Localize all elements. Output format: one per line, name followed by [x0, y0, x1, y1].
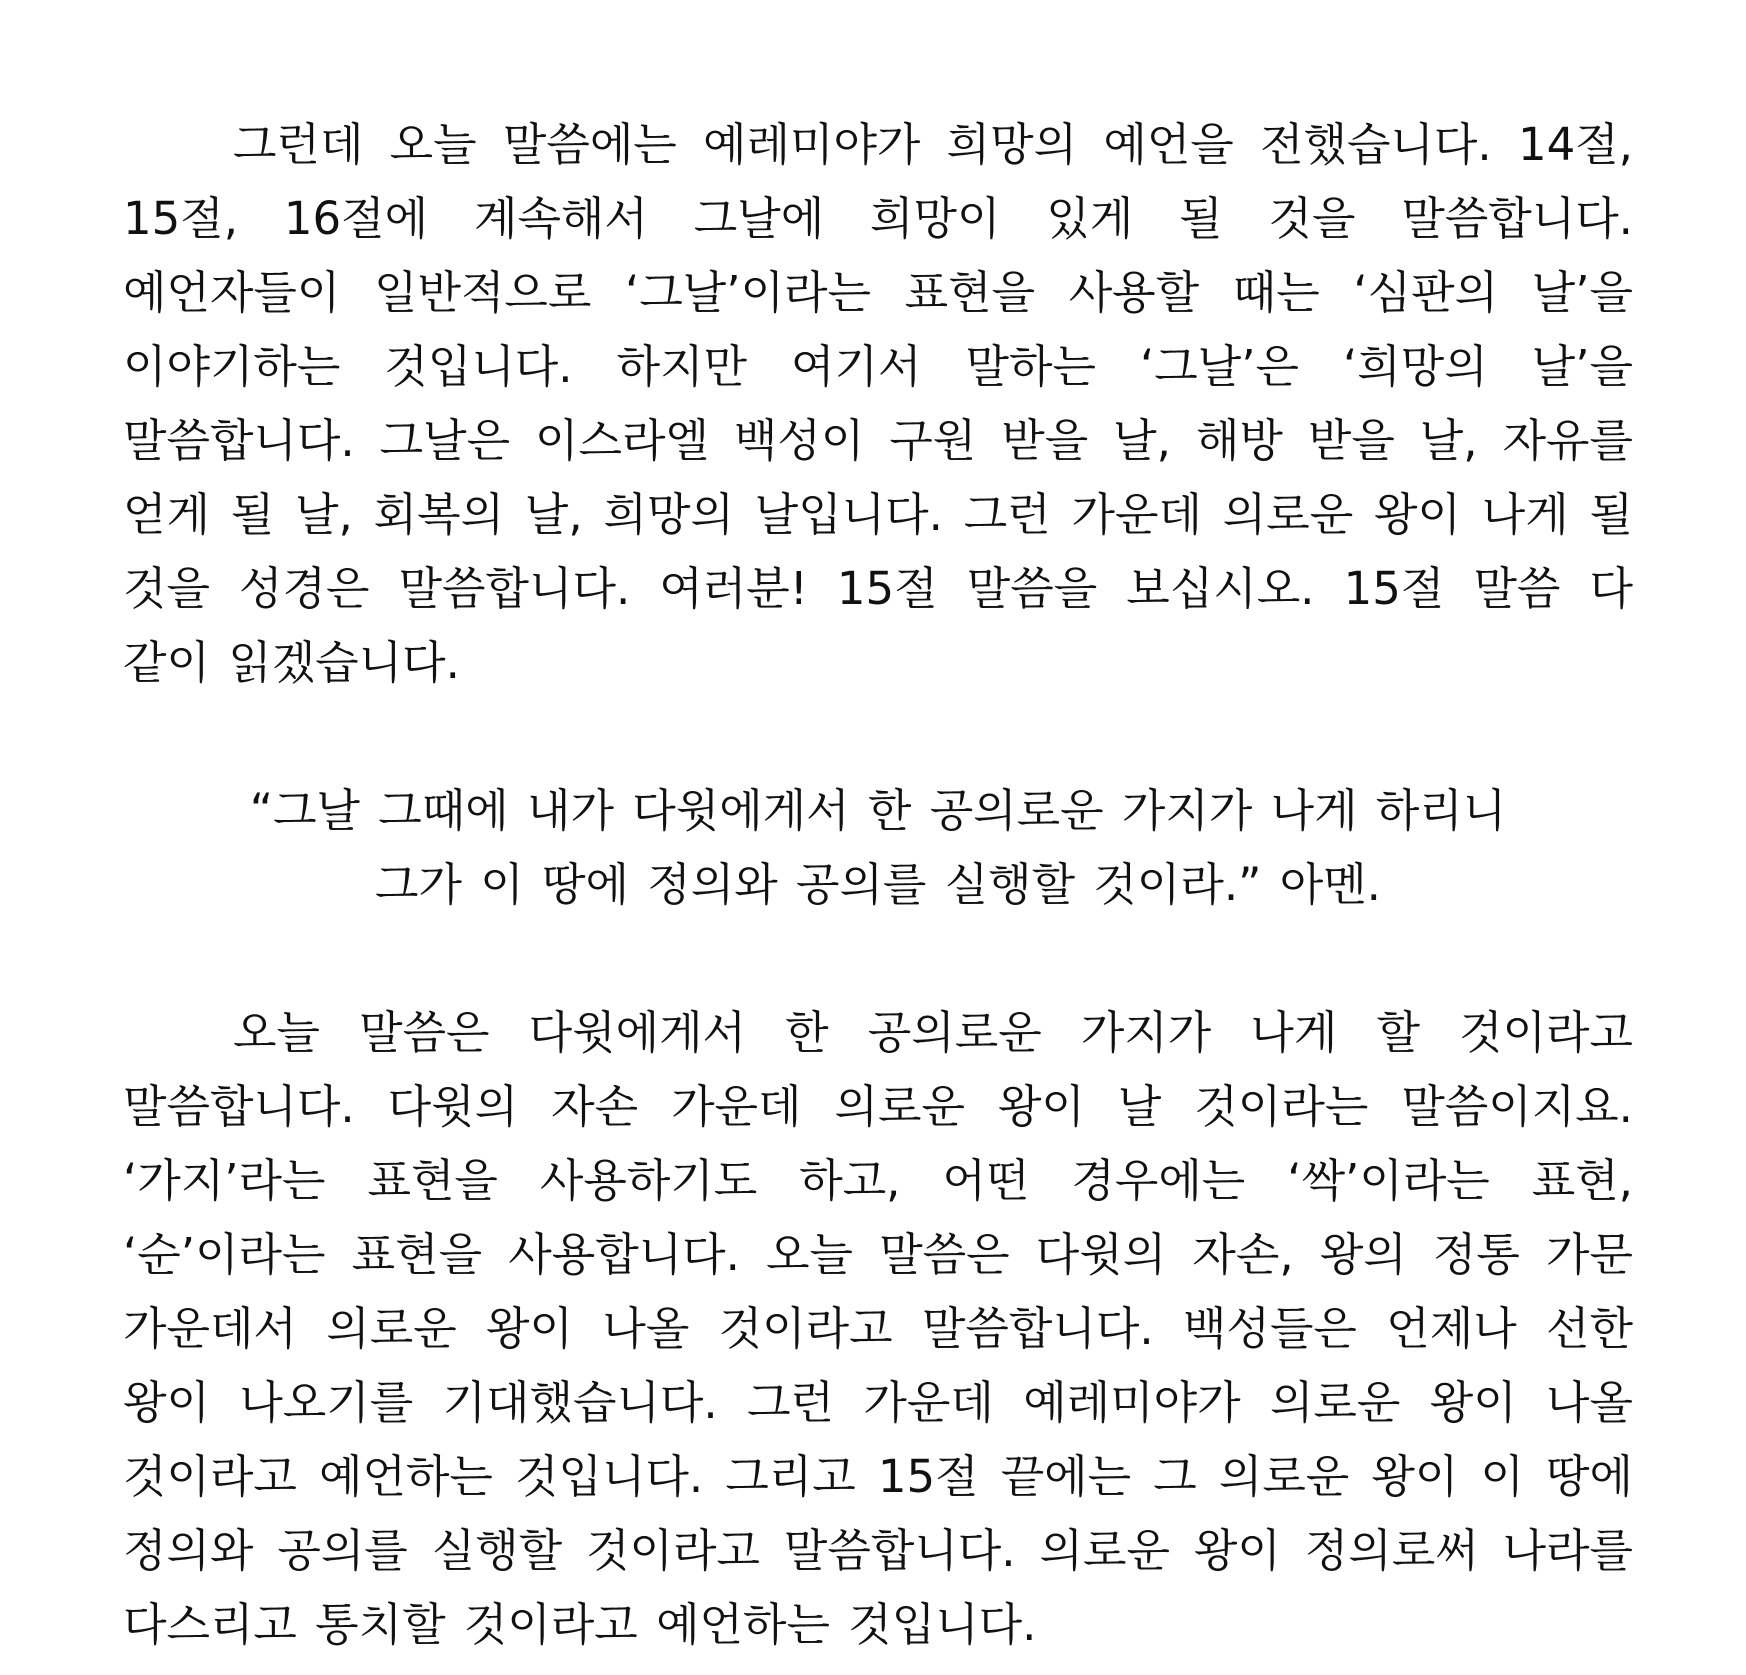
document-page	[123, 108, 1633, 1662]
quote-line-2: 그가 이 땅에 정의와 공의를 실행할 것이라.” 아멘.	[375, 858, 1381, 911]
quote-line-1: “그날 그때에 내가 다윗에게서 한 공의로운 가지가 나게 하리니	[249, 784, 1507, 837]
paragraph-explanation: 오늘 말씀은 다윗에게서 한 공의로운 가지가 나게 할 것이라고 말씀합니다. 다윗의 자손 가운데 의로운 왕이 날 것이라는 말씀이지요. ‘가지’라는 표현을 사용하기도 하고, 어떤 경우에는 ‘싹’이라는 표현, ‘순’이라는 표현을 사용합니다. 오늘 말씀은 다윗의 자손, 왕의 정통 가문 가운데서 의로운 왕이 나올 것이라고 말씀합니다. 백성들은 언제나 선한 왕이 나오기를 기대했습니다. 그런 가운데 예레미야가 의로운 왕이 나올 것이라고 예언하는 것입니다. 그리고 15절 끝에는 그 의로운 왕이 이 땅에 정의와 공의를 실행할 것이라고 말씀합니다. 의로운 왕이 정의로써 나라를 다스리고 통치할 것이라고 예언하는 것입니다.	[123, 1006, 1633, 1651]
scripture-quote	[123, 774, 1633, 922]
paragraph-intro: 그런데 오늘 말씀에는 예레미야가 희망의 예언을 전했습니다. 14절, 15절, 16절에 계속해서 그날에 희망이 있게 될 것을 말씀합니다. 예언자들이 일반적으로 ‘그날’이라는 표현을 사용할 때는 ‘심판의 날’을 이야기하는 것입니다. 하지만 여기서 말하는 ‘그날’은 ‘희망의 날’을 말씀합니다. 그날은 이스라엘 백성이 구원 받을 날, 해방 받을 날, 자유를 얻게 될 날, 회복의 날, 희망의 날입니다. 그런 가운데 의로운 왕이 나게 될 것을 성경은 말씀합니다. 여러분! 15절 말씀을 보십시오. 15절 말씀 다 같이 읽겠습니다.	[123, 118, 1633, 689]
